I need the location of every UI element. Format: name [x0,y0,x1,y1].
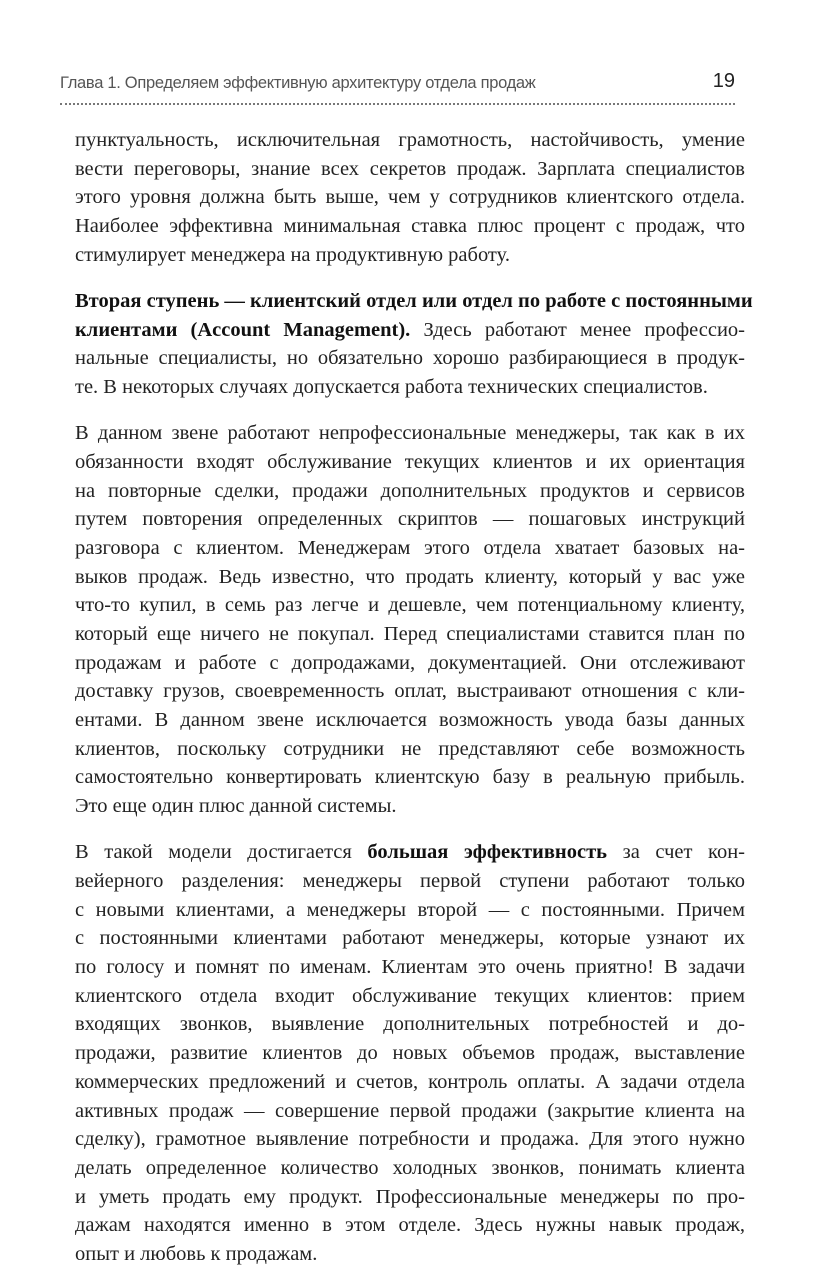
text-segment: разговора с клиентом. Менеджерам этого отдела хватает базовых на- [75,536,745,559]
text-segment: с постоянными клиентами работают менеджеры, которые узнают их [75,927,745,950]
text-segment: продажам и работе с допродажами, документацией. Они отслеживают [75,651,745,674]
text-line [75,1183,745,1212]
text-segment: ентами. В данном звене исключается возможность увода базы данных [75,709,745,732]
text-segment: который еще ничего не покупал. Перед специалистами ставится план по [75,623,745,645]
page-number: 19 [712,70,735,92]
text-segment: самостоятельно конвертировать клиентскую базу в реальную прибыль. [75,766,745,789]
text-segment: и уметь продать ему продукт. Профессиональные менеджеры по про- [75,1185,745,1208]
text-line [75,344,745,373]
text-line [75,477,745,506]
bold-text: клиентами (Account Management). [75,318,411,341]
text-line [75,706,745,735]
text-line [75,1240,745,1269]
text-line [75,924,745,953]
text-line [75,373,745,402]
text-segment: делать определенное количество холодных звонков, понимать клиента [75,1156,745,1179]
dotted-divider [60,103,735,105]
text-segment: этого уровня должна быть выше, чем у сотрудников клиентского отдела. [75,186,745,209]
text-line [75,867,745,896]
text-line [75,591,745,620]
text-segment: по голосу и помнят по именам. Клиентам это очень приятно! В задачи [75,956,745,979]
text-segment: Здесь работают менее профессио- [410,318,745,341]
text-segment: активных продаж — совершение первой продажи (закрытие клиента на [75,1099,745,1122]
text-segment: нальные специалисты, но обязательно хорошо разбирающиеся в продук- [75,347,745,370]
text-line [75,155,745,184]
text-segment: выков продаж. Ведь известно, что продать клиенту, который у вас уже [75,565,745,588]
text-line [75,448,745,477]
text-line [75,620,745,649]
text-line [75,534,745,563]
text-line [75,735,745,764]
chapter-title: Глава 1. Определяем эффективную архитектуру отдела продаж [60,74,536,92]
text-line [75,316,745,345]
text-line [75,982,745,1011]
text-line [75,1097,745,1126]
text-segment: за счет кон- [607,841,745,864]
text-segment: опыт и любовь к продажам. [75,1242,318,1265]
text-segment: клиентов, поскольку сотрудники не представляют себе возможность [75,737,745,760]
text-segment: входящих звонков, выявление дополнительных потребностей и до- [75,1013,745,1036]
text-line [75,563,745,592]
text-segment: обязанности входят обслуживание текущих клиентов и их ориентация [75,450,745,473]
text-segment: пунктуальность, исключительная грамотность, настойчивость, умение [75,129,745,151]
text-segment: на повторные сделки, продажи дополнительных продуктов и сервисов [75,479,745,502]
paragraph [75,126,745,269]
text-line [75,677,745,706]
text-line [75,241,745,270]
text-segment: коммерческих предложений и счетов, контроль оплаты. А задачи отдела [75,1070,745,1093]
text-line [75,183,745,212]
text-segment: сделку), грамотное выявление потребности и продажа. Для этого нужно [75,1128,745,1151]
text-line [75,792,745,821]
text-segment: с новыми клиентами, а менеджеры второй — с постоянными. Причем [75,898,745,921]
text-line [75,1039,745,1068]
text-segment: Это еще один плюс данной системы. [75,795,397,818]
bold-text: большая эффективность [367,841,607,864]
text-segment: путем повторения определенных скриптов — пошаговых инструкций [75,508,745,531]
text-segment: В такой модели достигается [75,841,368,864]
text-segment: дажам находятся именно в этом отделе. Здесь нужны навык продаж, [75,1214,745,1237]
text-line [75,1154,745,1183]
page-body [75,126,753,1286]
paragraph [75,287,753,402]
text-segment: Наиболее эффективна минимальная ставка плюс процент с продаж, что [75,215,745,238]
bold-text: Вторая ступень — клиентский отдел или отдел по работе с постоянными [75,289,753,312]
text-line [75,126,745,155]
text-line [75,896,745,925]
paragraph [75,838,745,1268]
text-segment: те. В некоторых случаях допускается работа технических специалистов. [75,376,708,398]
text-segment: клиентского отдела входит обслуживание текущих клиентов: прием [75,984,745,1007]
text-segment: доставку грузов, своевременность оплат, выстраивают отношения с кли- [75,680,745,703]
text-line [75,1211,745,1240]
text-line [75,419,745,448]
running-header [60,70,735,100]
text-segment: В данном звене работают непрофессиональные менеджеры, так как в их [75,422,745,445]
text-line [75,1125,745,1154]
text-line [75,212,745,241]
text-segment: вейерного разделения: менеджеры первой ступени работают только [75,870,745,892]
text-line [75,649,745,678]
text-line [75,763,745,792]
paragraph [75,419,745,821]
text-line [75,505,745,534]
text-line [75,953,745,982]
text-line [75,1068,745,1097]
text-line [75,838,745,867]
text-line [75,287,753,316]
text-segment: стимулирует менеджера на продуктивную работу. [75,243,510,266]
text-line [75,1010,745,1039]
text-segment: что-то купил, в семь раз легче и дешевле, чем потенциальному клиенту, [75,594,745,617]
text-segment: продажи, развитие клиентов до новых объемов продаж, выставление [75,1042,745,1065]
text-segment: вести переговоры, знание всех секретов продаж. Зарплата специалистов [75,157,745,180]
